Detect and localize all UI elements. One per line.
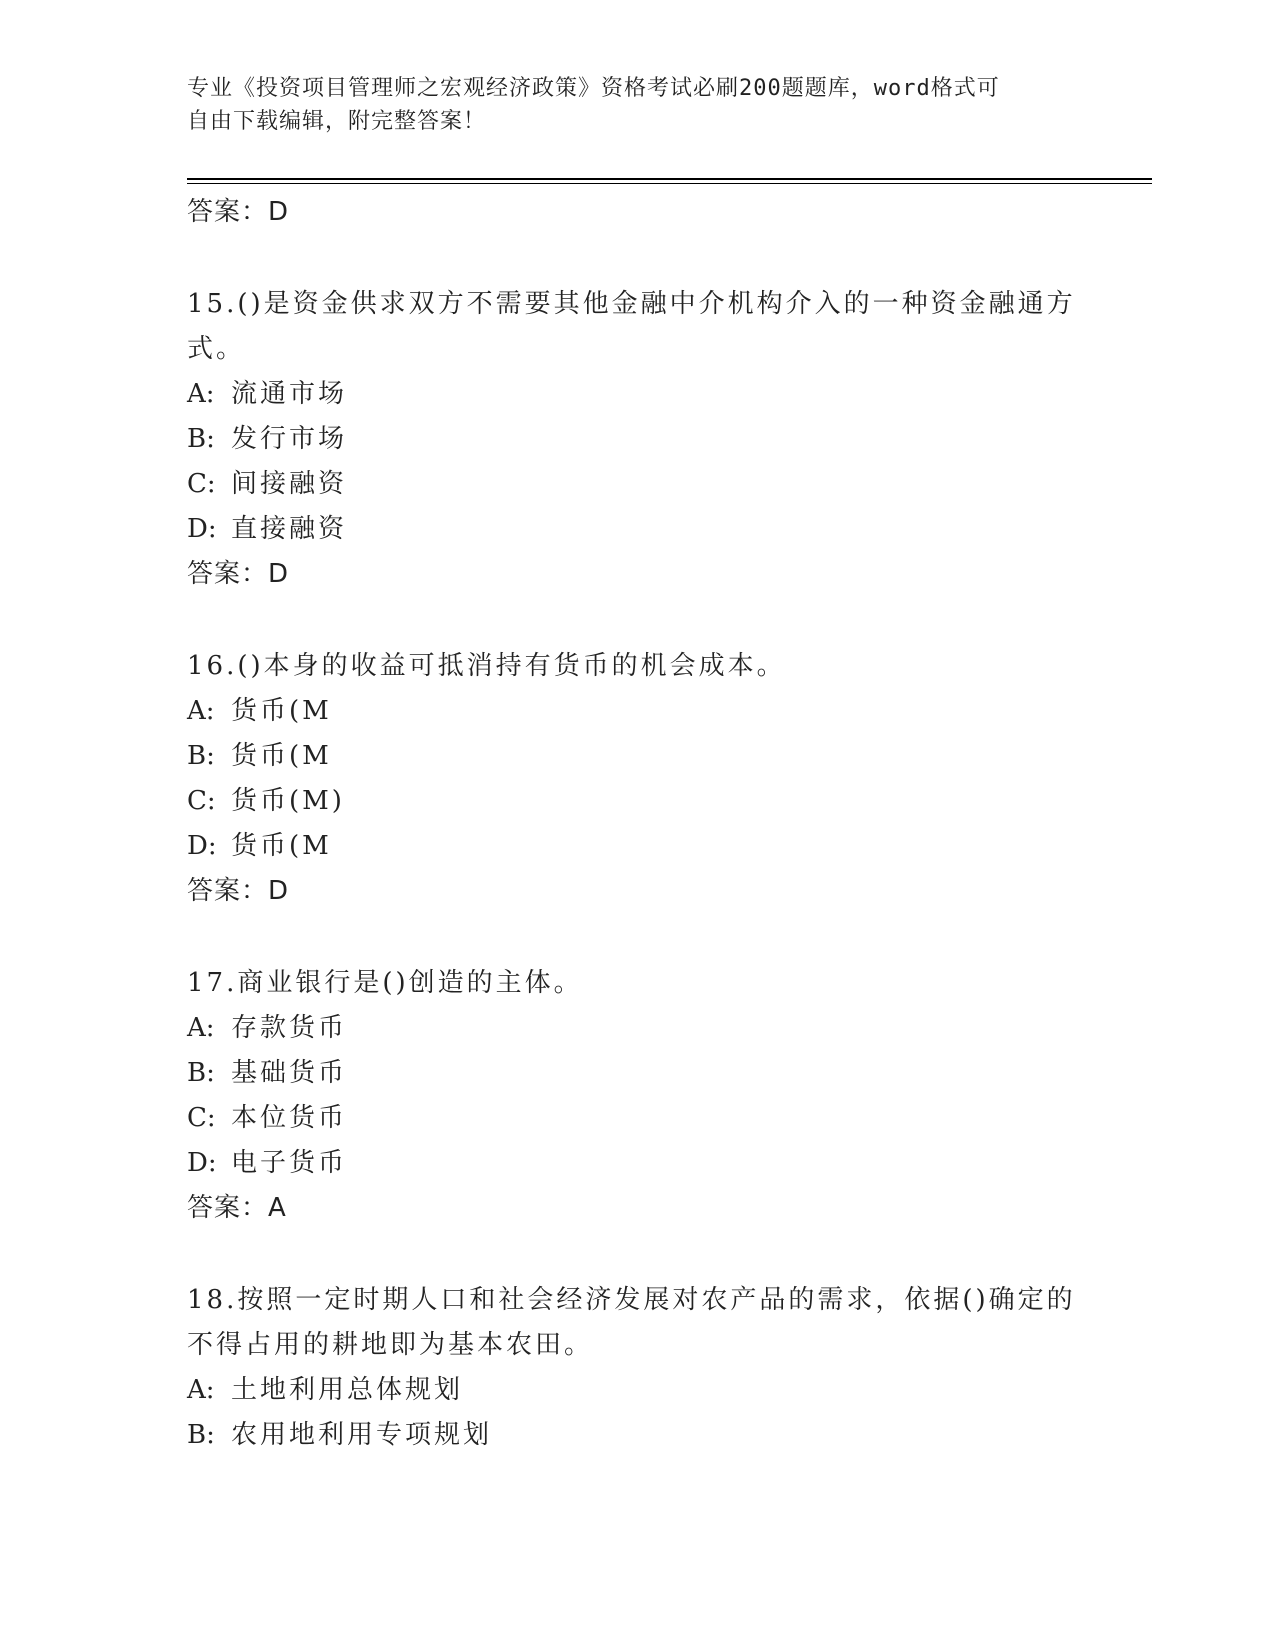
option-label: A: [187, 379, 215, 409]
header-divider-thin [187, 183, 1152, 184]
option-d [187, 824, 1087, 869]
option-d [187, 1141, 1087, 1186]
option-text: 电子货币 [231, 1148, 348, 1178]
question-stem-cont: 不得占用的耕地即为基本农田。 [187, 1330, 594, 1360]
answer-line: 答案：A [187, 1193, 287, 1223]
option-text: 农用地利用专项规划 [231, 1420, 493, 1450]
header-divider [187, 178, 1152, 180]
answer-line: 答案：D [187, 559, 290, 589]
option-text: 直接融资 [231, 514, 348, 544]
option-text: 本位货币 [231, 1103, 348, 1133]
question-stem-cont: 式。 [187, 334, 246, 364]
question-stem: 18.按照一定时期人口和社会经济发展对农产品的需求，依据()确定的 [187, 1285, 1076, 1315]
question-block [187, 282, 1087, 597]
option-d [187, 507, 1087, 552]
option-text: 货币(M) [231, 786, 345, 816]
header-line-1: 专业《投资项目管理师之宏观经济政策》资格考试必刷200题题库，word格式可 [187, 76, 1000, 101]
option-b [187, 417, 1087, 462]
option-text: 货币(M [231, 741, 332, 771]
question-block [187, 1278, 1087, 1458]
option-c [187, 779, 1087, 824]
question-block [187, 644, 1087, 914]
option-label: A: [187, 1375, 215, 1405]
option-text: 发行市场 [231, 424, 348, 454]
option-text: 间接融资 [231, 469, 348, 499]
answer-line: 答案：D [187, 876, 290, 906]
option-b [187, 1413, 1087, 1458]
option-text: 货币(M [231, 831, 332, 861]
option-text: 基础货币 [231, 1058, 348, 1088]
option-c [187, 1096, 1087, 1141]
option-a [187, 372, 1087, 417]
header-line-2: 自由下载编辑，附完整答案！ [187, 109, 487, 134]
page-header [187, 72, 1087, 138]
option-label: A: [187, 1013, 215, 1043]
option-label: C: [187, 1103, 216, 1133]
option-label: B: [187, 424, 215, 454]
option-b [187, 734, 1087, 779]
option-text: 存款货币 [231, 1013, 348, 1043]
option-label: C: [187, 469, 216, 499]
option-text: 流通市场 [231, 379, 348, 409]
option-a [187, 1368, 1087, 1413]
question-stem: 17.商业银行是()创造的主体。 [187, 968, 583, 998]
option-label: B: [187, 741, 215, 771]
option-label: A: [187, 696, 215, 726]
option-text: 土地利用总体规划 [231, 1375, 464, 1405]
option-a [187, 689, 1087, 734]
option-label: B: [187, 1420, 215, 1450]
option-c [187, 462, 1087, 507]
option-text: 货币(M [231, 696, 332, 726]
answer-line: 答案：D [187, 197, 290, 227]
option-a [187, 1006, 1087, 1051]
option-label: D: [187, 831, 217, 861]
option-label: D: [187, 514, 217, 544]
question-stem: 15.()是资金供求双方不需要其他金融中介机构介入的一种资金融通方 [187, 289, 1076, 319]
option-label: C: [187, 786, 216, 816]
question-stem: 16.()本身的收益可抵消持有货币的机会成本。 [187, 651, 786, 681]
question-list [187, 190, 1087, 1458]
option-label: B: [187, 1058, 215, 1088]
option-b [187, 1051, 1087, 1096]
option-label: D: [187, 1148, 217, 1178]
question-block [187, 961, 1087, 1231]
